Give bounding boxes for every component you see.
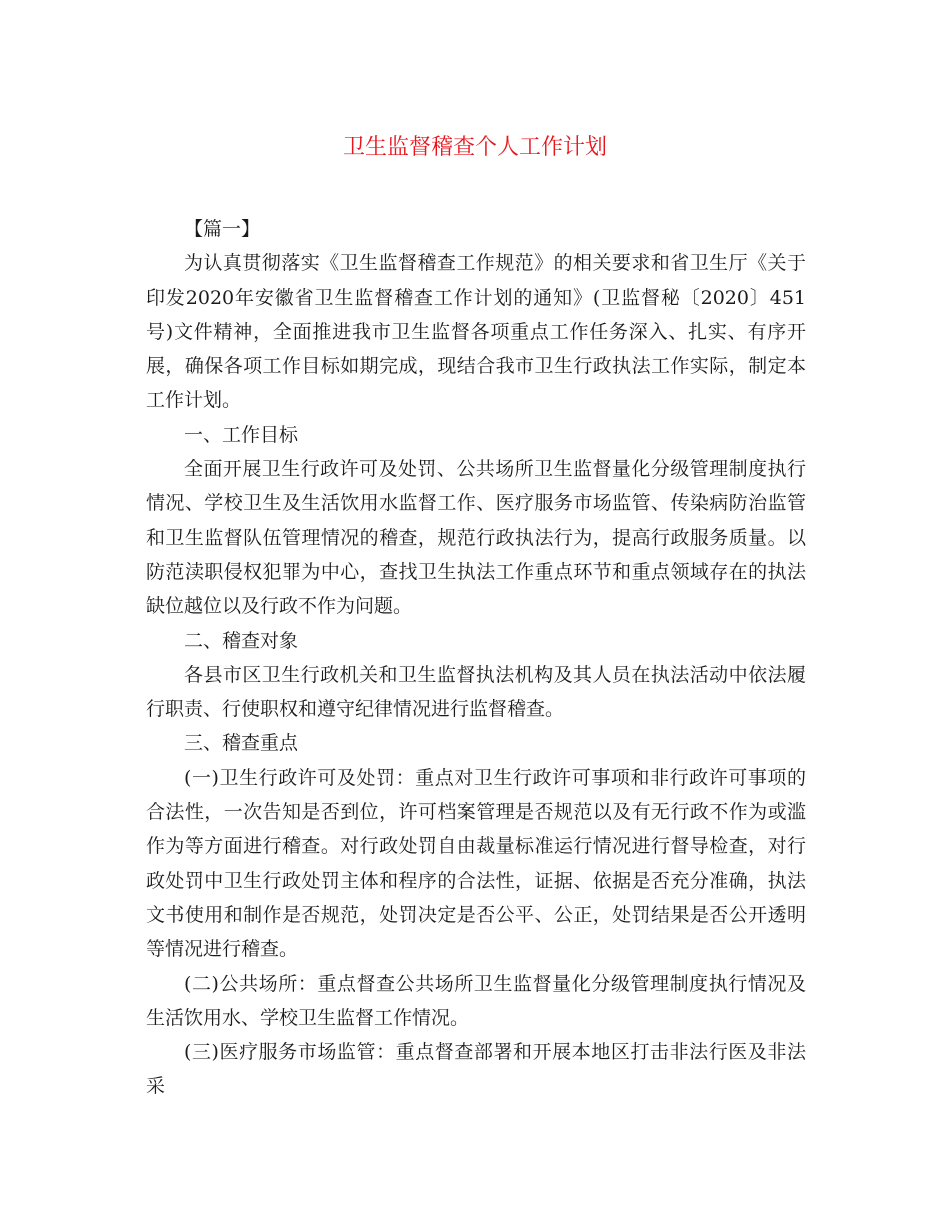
paragraph-focus-medical-market: (三)医疗服务市场监管：重点督查部署和开展本地区打击非法行医及非法采 [146, 1041, 806, 1098]
section-label: 【篇一】 [184, 218, 261, 240]
paragraph-focus-public-places: (二)公共场所：重点督查公共场所卫生监督量化分级管理制度执行情况及生活饮用水、学校卫生监督工作情况。 [146, 972, 806, 1029]
heading-inspection-targets: 二、稽查对象 [184, 629, 299, 652]
paragraph-work-goals: 全面开展卫生行政许可及处罚、公共场所卫生监督量化分级管理制度执行情况、学校卫生及生活饮用水监督工作、医疗服务市场监管、传染病防治监管和卫生监督队伍管理情况的稽查，规范行政执法行为，提高行政服务质量。以防范渎职侵权犯罪为中心，查找卫生执法工作重点环节和重点领域存在的执法缺位越位以及行政不作为问题。 [146, 458, 806, 618]
document-body [146, 212, 806, 1104]
paragraph-inspection-targets: 各县市区卫生行政机关和卫生监督执法机构及其人员在执法活动中依法履行职责、行使职权和遵守纪律情况进行监督稽查。 [146, 663, 806, 721]
document-title: 卫生监督稽查个人工作计划 [342, 135, 607, 160]
heading-work-goals: 一、工作目标 [184, 423, 299, 446]
paragraph-focus-licensing: (一)卫生行政许可及处罚：重点对卫生行政许可事项和非行政许可事项的合法性，一次告知是否到位，许可档案管理是否规范以及有无行政不作为或滥作为等方面进行稽查。对行政处罚自由裁量标准运行情况进行督导检查，对行政处罚中卫生行政处罚主体和程序的合法性，证据、依据是否充分准确，执法文书使用和制作是否规范，处罚决定是否公平、公正，处罚结果是否公开透明等情况进行稽查。 [146, 766, 806, 961]
paragraph-intro: 为认真贯彻落实《卫生监督稽查工作规范》的相关要求和省卫生厅《关于印发2020年安徽省卫生监督稽查工作计划的通知》(卫监督秘〔2020〕451号)文件精神，全面推进我市卫生监督各项重点工作任务深入、扎实、有序开展，确保各项工作目标如期完成，现结合我市卫生行政执法工作实际，制定本工作计划。 [146, 252, 806, 412]
heading-inspection-focus: 三、稽查重点 [184, 732, 299, 755]
